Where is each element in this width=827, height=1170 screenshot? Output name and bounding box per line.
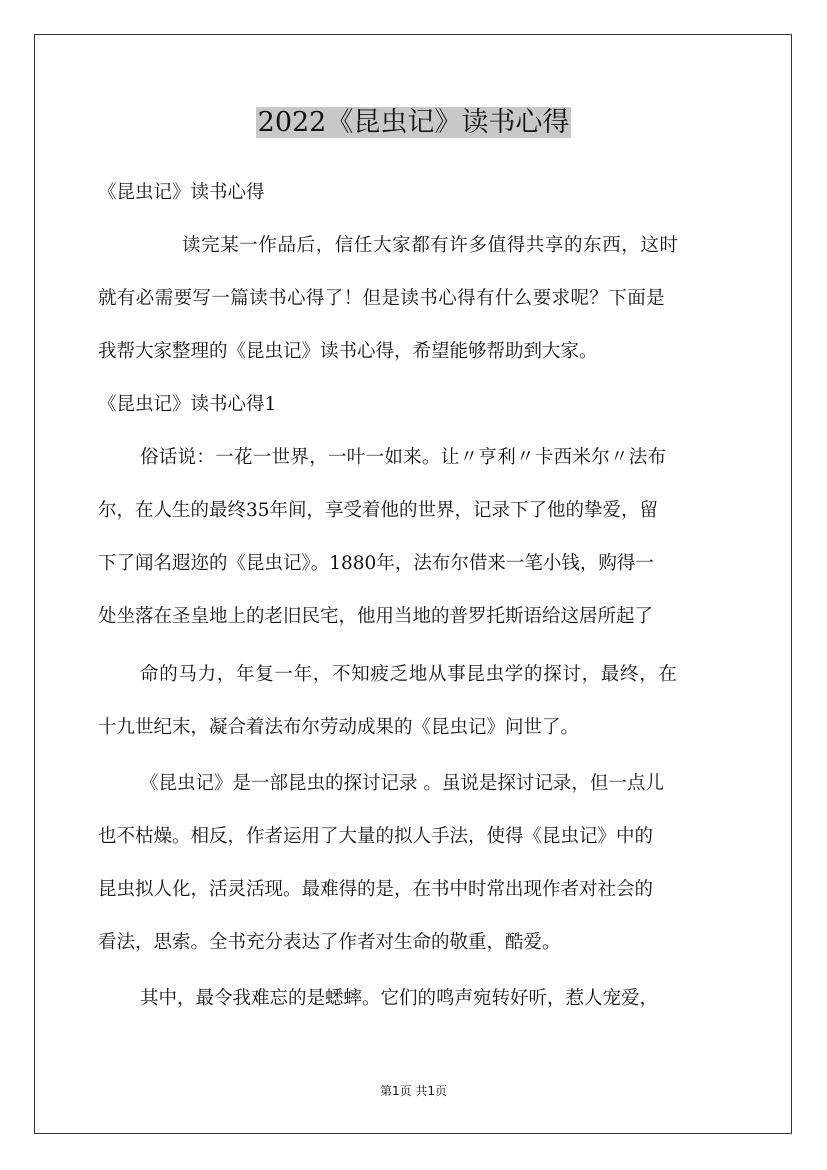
paragraph-line: 处坐落在圣皇地上的老旧民宅，他用当地的普罗托斯语给这居所起了 xyxy=(98,606,654,627)
paragraph-line: 俗话说：一花一世界，一叶一如来。让〃亨利〃卡西米尔〃法布 xyxy=(140,447,667,468)
paragraph-line: 其中，最令我难忘的是蟋蟀。它们的鸣声宛转好听，惹人宠爱， xyxy=(140,988,659,1009)
document-title-text: 2022《昆虫记》读书心得 xyxy=(257,107,570,138)
section-heading: 《昆虫记》读书心得1 xyxy=(98,394,277,415)
page-footer: 第1页 共1页 xyxy=(379,1084,448,1098)
paragraph-line: 我帮大家整理的《昆虫记》读书心得，希望能够帮助到大家。 xyxy=(98,341,598,362)
paragraph-line: 尔，在人生的最终35年间，享受着他的世界，记录下了他的挚爱，留 xyxy=(98,500,659,521)
paragraph-line: 就有必需要写一篇读书心得了！但是读书心得有什么要求呢？下面是 xyxy=(98,288,666,309)
paragraph-line: 十九世纪末，凝合着法布尔劳动成果的《昆虫记》问世了。 xyxy=(98,717,580,738)
paragraph-line: 下了闻名遐迩的《昆虫记》。1880年，法布尔借来一笔小钱，购得一 xyxy=(98,553,654,574)
section-heading: 《昆虫记》读书心得 xyxy=(98,182,265,203)
paragraph-line: 昆虫拟人化，活灵活现。最难得的是，在书中时常出现作者对社会的 xyxy=(98,879,654,900)
paragraph-line: 也不枯燥。相反，作者运用了大量的拟人手法，使得《昆虫记》中的 xyxy=(98,826,654,847)
paragraph-line: 看法，思索。全书充分表达了作者对生命的敬重，酷爱。 xyxy=(98,932,561,953)
paragraph-line: 《昆虫记》是一部昆虫的探讨记录 。虽说是探讨记录，但一点儿 xyxy=(140,773,664,794)
document-title xyxy=(0,100,827,146)
paragraph-line: 读完某一作品后，信任大家都有许多值得共享的东西，这时 xyxy=(182,235,679,256)
paragraph-line: 命的马力，年复一年，不知疲乏地从事昆虫学的探讨，最终，在 xyxy=(140,664,678,685)
